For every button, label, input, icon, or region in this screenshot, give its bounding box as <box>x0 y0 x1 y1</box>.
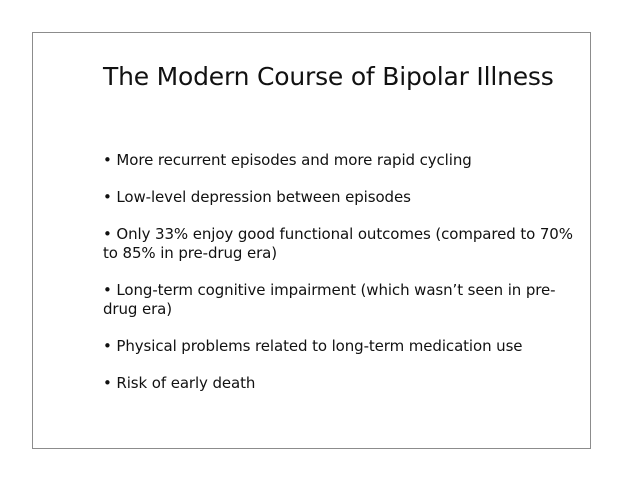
bullet-text: Low-level depression between episodes <box>116 188 411 206</box>
bullet-list <box>103 151 573 411</box>
slide <box>32 32 591 449</box>
bullet-item <box>103 151 573 170</box>
bullet-item <box>103 374 573 393</box>
bullet-item <box>103 188 573 207</box>
bullet-text: More recurrent episodes and more rapid cycling <box>116 151 472 169</box>
bullet-item <box>103 225 573 263</box>
bullet-symbol: • <box>103 374 112 392</box>
bullet-text: Risk of early death <box>116 374 256 392</box>
bullet-symbol: • <box>103 337 112 355</box>
slide-title: The Modern Course of Bipolar Illness <box>103 62 554 91</box>
bullet-symbol: • <box>103 188 112 206</box>
bullet-symbol: • <box>103 151 112 169</box>
bullet-text: Physical problems related to long-term medication use <box>116 337 523 355</box>
bullet-symbol: • <box>103 225 112 243</box>
bullet-symbol: • <box>103 281 112 299</box>
bullet-text: Long-term cognitive impairment (which wasn’t seen in pre-drug era) <box>103 281 556 318</box>
bullet-text: Only 33% enjoy good functional outcomes (compared to 70% to 85% in pre-drug era) <box>103 225 573 262</box>
bullet-item <box>103 337 573 356</box>
bullet-item <box>103 281 573 319</box>
